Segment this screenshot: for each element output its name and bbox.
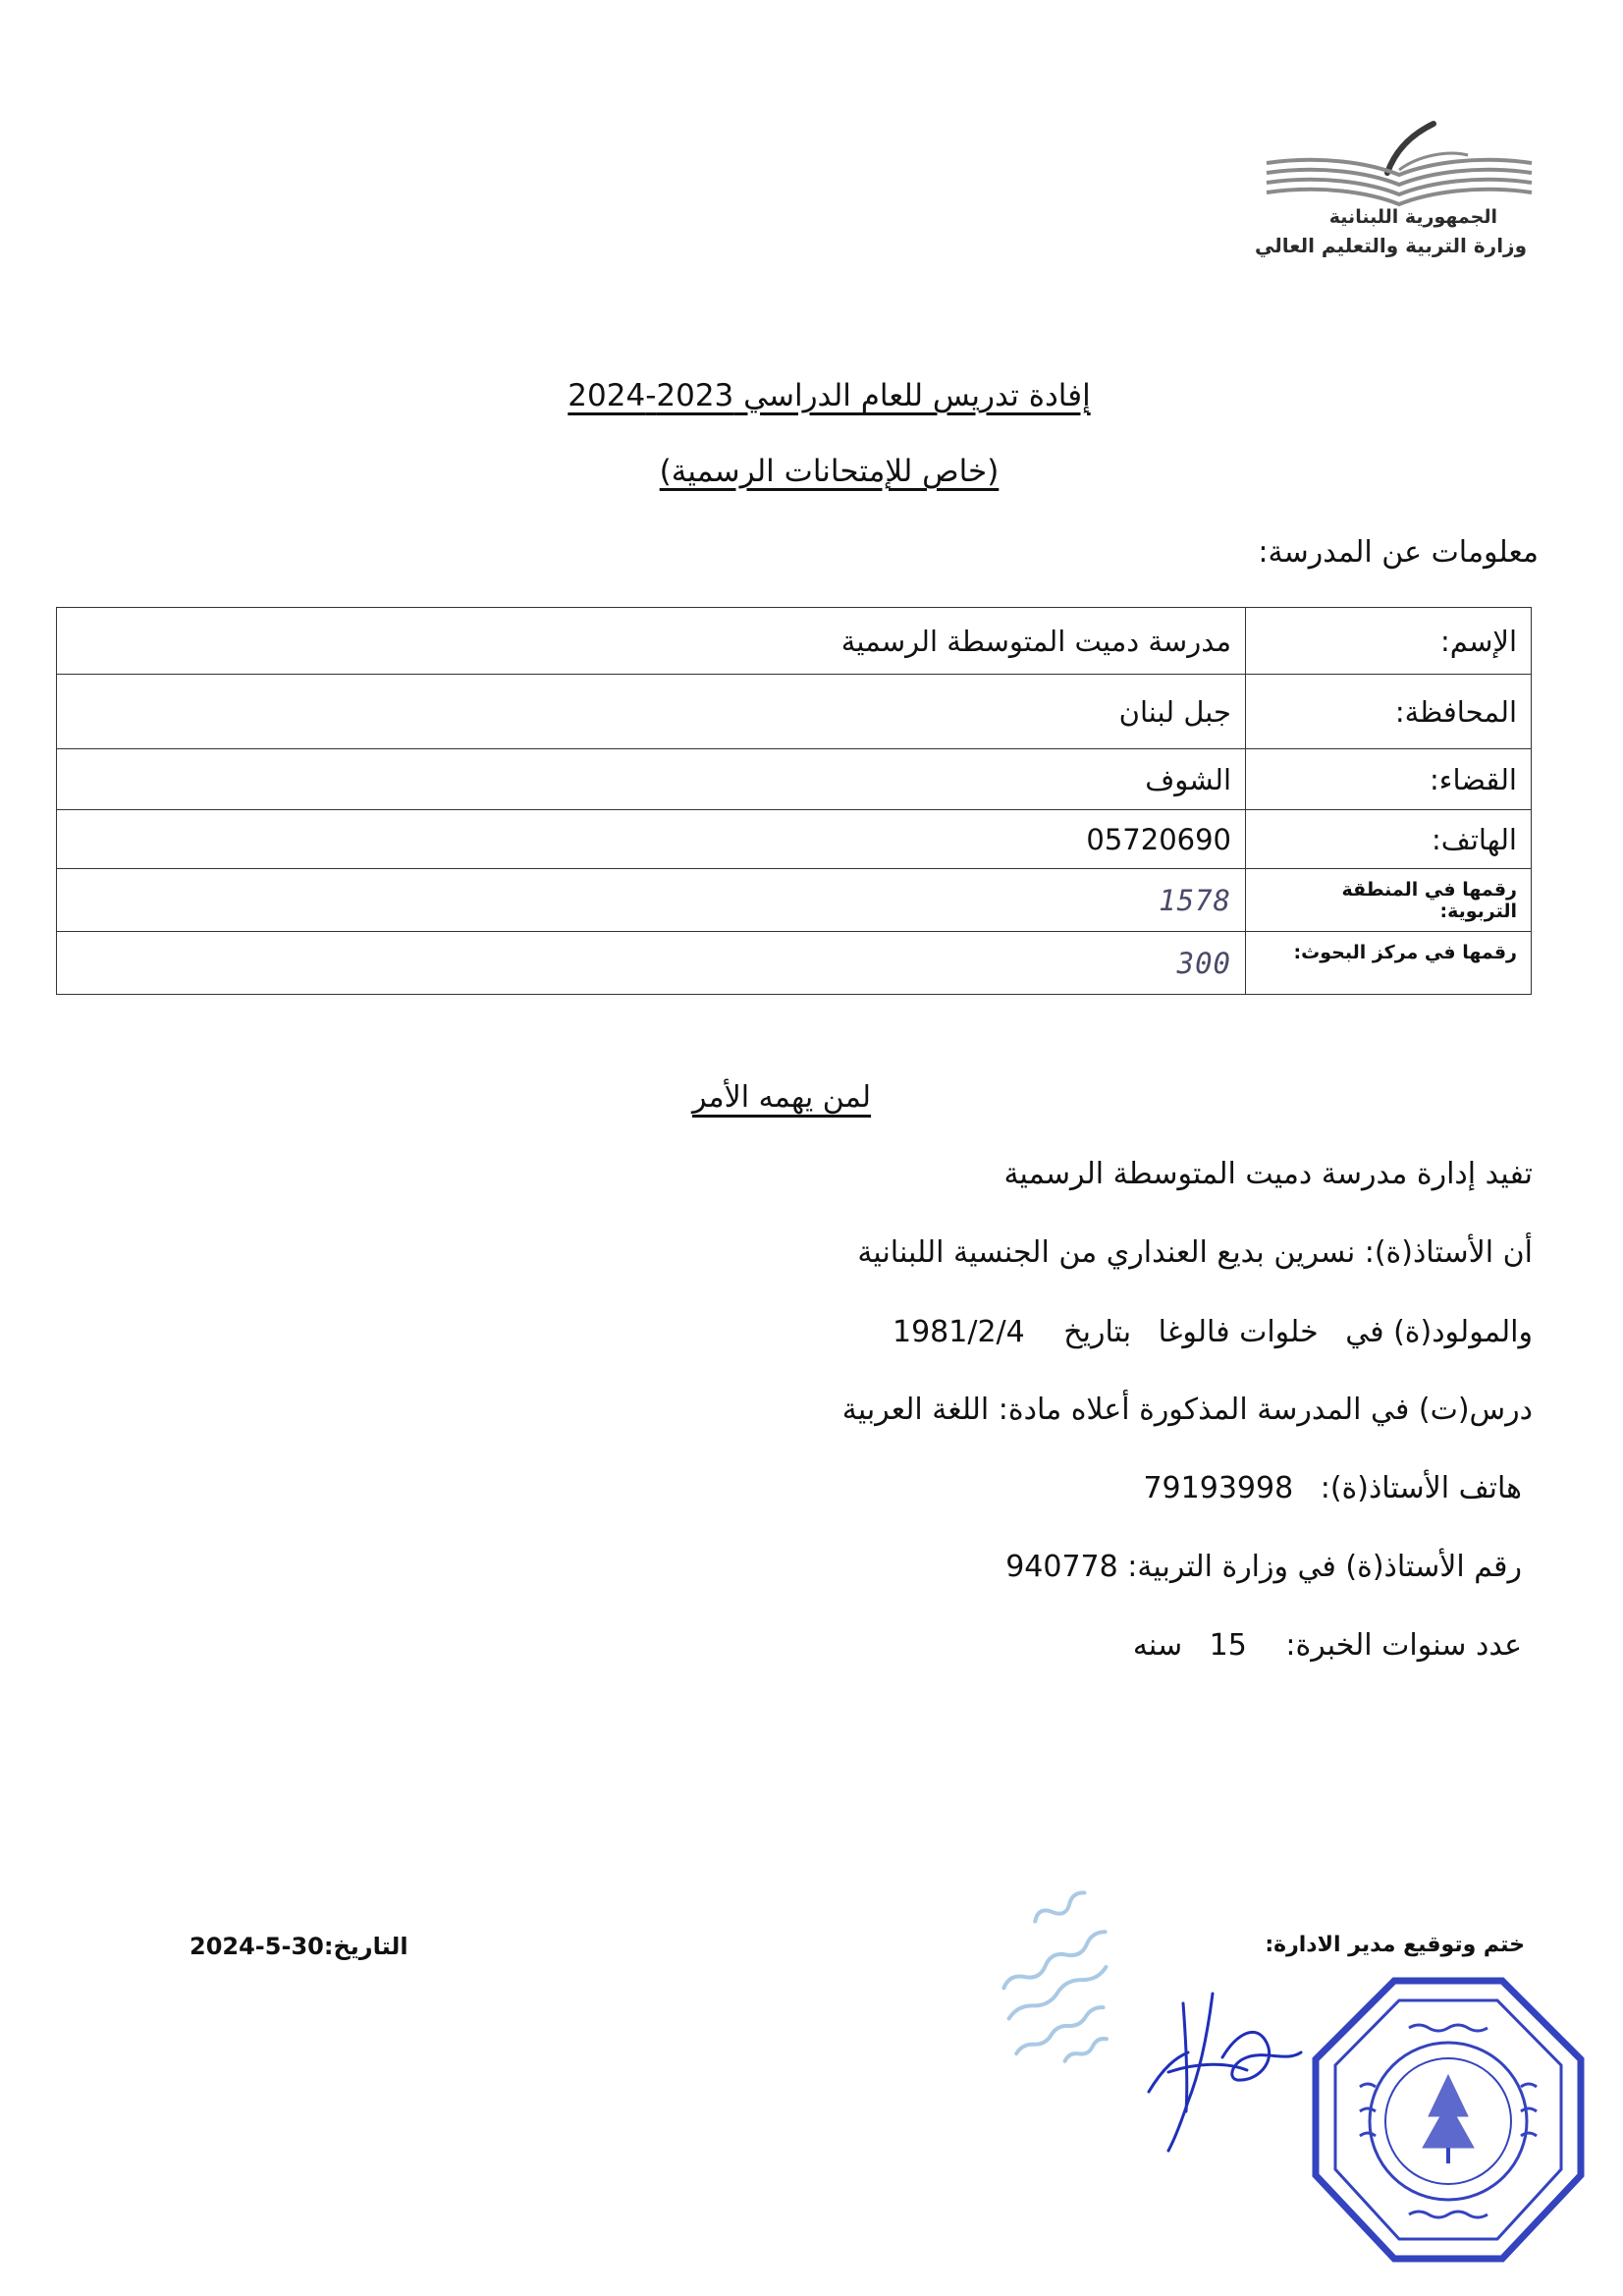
experience-unit: سنه [1132,1628,1183,1663]
intro-line: تفيد إدارة مدرسة دميت المتوسطة الرسمية [1003,1157,1533,1191]
teacher-name: نسرين بديع العنداري [1106,1235,1356,1270]
date-value: 30-5-2024 [189,1933,324,1960]
ministry-name: وزارة التربية والتعليم العالي [1255,234,1527,257]
director-signature-label: ختم وتوقيع مدير الادارة: [1265,1933,1525,1957]
subject: اللغة العربية [841,1393,990,1427]
to-whom-heading: لمن يهمه الأمر [692,1080,872,1115]
district-label: القضاء: [1246,749,1532,810]
taught-prefix: درس(ت) في المدرسة المذكورة أعلاه مادة: [998,1393,1533,1427]
phone-value: 05720690 [57,810,1246,869]
teacher-phone-value: 79193998 [1143,1471,1294,1505]
research-center-number-label: رقمها في مركز البحوث: [1246,932,1532,995]
official-round-stamp-icon [1301,1969,1596,2273]
table-row [57,869,1532,932]
school-info-table [56,607,1532,995]
experience-label: عدد سنوات الخبرة: [1285,1628,1522,1663]
teacher-phone-label: هاتف الأستاذ(ة): [1320,1471,1522,1505]
teacher-line [857,1235,1533,1270]
issue-date [189,1933,408,1960]
region-number-value: 1578 [57,869,1246,932]
republic-name: الجمهورية اللبنانية [1328,206,1497,228]
table-row [57,608,1532,675]
document-subtitle: (خاص للإمتحانات الرسمية) [659,454,1000,489]
date-prefix: بتاريخ [1063,1315,1132,1349]
table-row [57,749,1532,810]
phone-label: الهاتف: [1246,810,1532,869]
region-number-label: رقمها في المنطقة التربوية: [1246,869,1532,932]
name-value: مدرسة دميت المتوسطة الرسمية [57,608,1246,675]
ministry-number-line [1005,1550,1522,1584]
document-title: إفادة تدريس للعام الدراسي 2023-2024 [568,378,1091,413]
teacher-prefix: أن الأستاذ(ة): [1364,1235,1533,1270]
birth-date: 1981/2/4 [893,1315,1025,1349]
birth-place: خلوات فالوغا [1158,1315,1319,1349]
school-info-heading: معلومات عن المدرسة: [1258,535,1539,570]
table-row [57,932,1532,995]
birth-line [893,1315,1533,1349]
ministry-number-label: رقم الأستاذ(ة) في وزارة التربية: [1127,1550,1522,1584]
research-center-number-value: 300 [57,932,1246,995]
date-label: التاريخ: [323,1933,408,1960]
governorate-label: المحافظة: [1246,675,1532,749]
experience-years: 15 [1209,1628,1247,1663]
experience-line [1133,1628,1522,1663]
nationality: من الجنسية اللبنانية [857,1235,1098,1270]
table-row [57,810,1532,869]
director-signature-icon [1129,1964,1316,2160]
taught-line [842,1393,1533,1427]
table-row [57,675,1532,749]
name-label: الإسم: [1246,608,1532,675]
district-value: الشوف [57,749,1246,810]
born-prefix: والمولود(ة) في [1345,1315,1533,1349]
teacher-phone-line [1143,1471,1522,1505]
governorate-value: جبل لبنان [57,675,1246,749]
ministry-number-value: 940778 [1005,1550,1118,1584]
ministry-logo-icon [1262,116,1537,214]
